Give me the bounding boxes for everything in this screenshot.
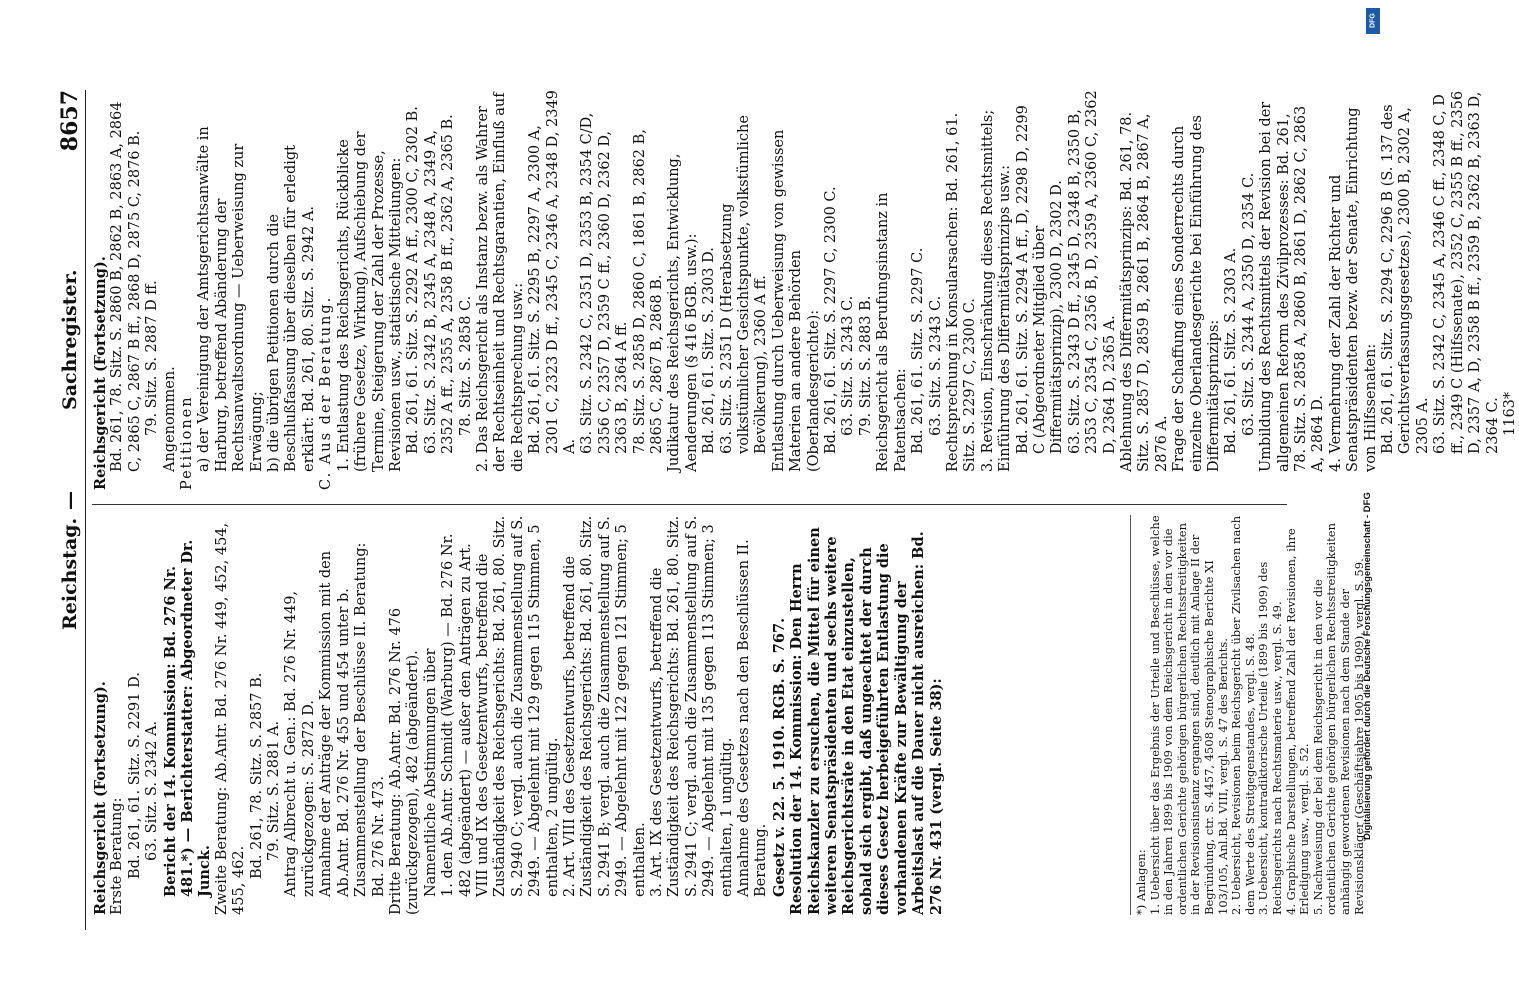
entry-line: Bd. 261, 61. Sitz. S. 2297 C.	[910, 247, 927, 454]
footnote-line: *) Anlagen:	[1134, 849, 1148, 915]
digitization-note-text: Digitalisierung gefördert durch die Deutsche Forschungsgemeinschaft - DFG	[1362, 492, 1373, 840]
entry-line: Bd. 261, 61. Sitz. S. 2297 C, 2300 C.	[823, 186, 840, 454]
header-left: Reichstag.	[59, 517, 81, 630]
entry-line: 1. den Ab.Antr. Schmidt (Warburg) — Bd. 276 Nr. 482 (abgeändert) — außer den Anträgen zu Art. VIII und IX des Gesetzentwurfs, betreffend die Zuständigkeit des Reichsgerichts: Bd. 261, 80. Sitz. S. 2940 C; vergl. auch die Zusammenstellung auf S. 2949. — Abgelehnt mit 129 gegen 115 Stimmen, 5 enthalten, 2 ungültig.	[440, 515, 561, 897]
entry-line: Zweite Beratung: Ab.Antr. Bd. 276 Nr. 449, 452, 454, 455, 462.	[213, 522, 248, 915]
entry-line: 78. Sitz. S. 2858 D, 2860 C, 1861 B, 2862 B, 2865 C, 2867 B, 2868 B.	[631, 129, 665, 454]
entry-line: C. Aus der Beratung.	[318, 295, 335, 490]
header-dash: —	[59, 491, 81, 510]
entry-line: 63. Sitz. S. 2342 C, 2345 A, 2346 C ff., 2348 C, D ff., 2349 C (Hilfssenate), 2352 C, 2355 B ff., 2356 D, 2357 A, D, 2358 B ff., 2359 B, 2362 B, 2363 D, 2364 C.	[1432, 90, 1501, 454]
entry-line: 1. Entlastung des Reichsgerichts, Rückblicke (frühere Gesetze, Wirkung), Aufschiebung der Termine, Steigerung der Zahl der Prozesse, Revisionen usw., statistische Mitteilungen:	[335, 131, 404, 472]
entry-line: 63. Sitz. S. 2343 C.	[840, 295, 857, 436]
page-number: 8657	[57, 90, 83, 152]
entry-line: Bd. 261, 61. Sitz. S. 2294 A ff., D, 2298 D, 2299 C (Abgeordneter Mitglied über Differmitätsprinzip), 2300 D, 2302 D.	[1014, 105, 1066, 454]
header-right: Sachregister.	[59, 269, 81, 410]
entry-line: Bericht der 14. Kommission: Bd. 276 Nr. 481.*) — Berichterstatter: Abgeordneter Dr. Junck.	[161, 539, 214, 897]
entry-line: Bd. 261, 61. Sitz. S. 2303 D.	[701, 247, 718, 454]
entry-line: Entlastung durch Ueberweisung von gewissen Materien an andere Behörden (Oberlandesgerichte):	[770, 129, 822, 472]
footnote-line: 1. Uebersicht über das Ergebnis der Urteile und Beschlüsse, welche in den Jahren 1899 bis 1909 von dem Reichsgericht in den vor die ordentlichen Gerichte gehörigen bürgerlichen Rechtsstreitigkeiten in der Revisionsinstanz ergangen sind, deutlich mit Anlage II der Begründung, ctr. S. 4457, 4508 Stenographische Berichte XI 103/105, Anl.Bd. VIII, vergl. S. 47 des Berichts.	[1147, 515, 1230, 915]
entry-line: 63. Sitz. S. 2343 D ff., 2345 D, 2348 B, 2350 B, 2353 C, 2354 C, 2356 B, D, 2359 A, 2360 C, 2362 D, 2364 D, 2365 A.	[1066, 90, 1118, 454]
column-divider	[92, 504, 1287, 505]
entry-line: 2. Das Reichsgericht als Instanz bezw. als Wahrer der Rechtseinheit und Rechtsgarantien, Einfluß auf die Rechtsprechung usw.:	[474, 92, 526, 472]
entry-line: Bd. 261, 61. Sitz. S. 2294 C, 2296 B (S. 137 des Gerichtsverfassungsgesetzes), 2300 B, 2302 A, 2305 A.	[1380, 104, 1431, 454]
footnote	[1130, 515, 1366, 915]
left-column	[92, 515, 945, 915]
entry-line: Bd. 261, 61. Sitz. S. 2295 B, 2297 A, 2300 A, 2301 C, 2323 D ff., 2345 C, 2346 A, 2348 D, 2349 A.	[527, 90, 578, 454]
entry-line: Reichsgericht als Berufungsinstanz in Patentsachen:	[875, 192, 909, 472]
entry-line: 63. Sitz. S. 2344 A, 2350 D, 2354 C.	[1240, 172, 1257, 436]
right-column	[92, 90, 1519, 490]
dfg-logo: DFG	[1366, 8, 1380, 34]
entry-line: 2. Art. VIII des Gesetzentwurfs, betreffend die Zuständigkeit des Reichsgerichts: Bd. 261, 80. Sitz. S. 2941 B; vergl. auch die Zusammenstellung auf S. 2949. — Abgelehnt mit 122 gegen 121 Stimmen; 5 enthalten.	[561, 515, 648, 897]
digitization-note	[1362, 20, 1380, 840]
entry-line: 79. Sitz. S. 2887 D ff.	[144, 280, 161, 436]
footnote-line: 3. Uebersicht, kontradiktorische Urteile (1899 bis 1909) des Reichsgerichts nach Rechtsmaterie usw., vergl. S. 49.	[1256, 561, 1284, 915]
entry-line: 78. Sitz. S. 2858 C.	[457, 295, 474, 436]
entry-line: 63. Sitz. S. 2351 D (Herabsetzung volkstümlicher Gesichtspunkte, volkstümliche Bevölkerung), 2360 A ff.	[718, 115, 770, 454]
entry-line: Bd. 261, 78. Sitz. S. 2857 B.	[248, 672, 265, 879]
entry-line: a) der Vereinigung der Amtsgerichtsanwälte in Harburg, betreffend Abänderung der Rechtsanwaltsordnung — Ueberweisung zur Erwägung;	[196, 126, 265, 472]
entry-line: 63. Sitz. S. 2342 A.	[144, 720, 161, 861]
entry-line: Petitionen	[179, 395, 196, 490]
entry-line: 79. Sitz. S. 2881 A.	[266, 720, 283, 861]
footnote-line: 5. Nachweisung der bei dem Reichsgericht in den vor die ordentlichen Gerichte gehörigen bürgerlichen Rechtsstreitigkeiten anhängig gewordenen Revisionen nach dem Stande der Revisionskläger (Geschäftsjahre 1905 bis 1909), vergl. S. 59.	[1310, 523, 1366, 915]
entry-line: Bd. 261, 61. Sitz. S. 2291 D.	[126, 672, 143, 879]
entry-line: Ablehnung des Differmitätsprinzips: Bd. 261, 78. Sitz. S. 2857 D, 2859 B, 2861 B, 2864 B, 2867 A, 2876 A.	[1118, 111, 1170, 472]
entry-line: 3. Revision, Einschränkung dieses Rechtsmittels; Einführung des Differmitätsprinzips usw.:	[979, 109, 1014, 472]
entry-line: Umbildung des Rechtsmittels der Revision bei der allgemeinen Reform des Zivilprozesses: Bd. 261, 78. Sitz. S. 2858 A, 2860 B, 2861 D, 2862 C, 2863 A, 2864 D.	[1258, 101, 1327, 472]
entry-line: Namentliche Abstimmungen über	[422, 648, 439, 897]
entry-line: Reichsgericht (Fortsetzung).	[92, 256, 109, 490]
entry-line: 1163*	[1501, 391, 1518, 436]
entry-line: 63. Sitz. S. 2343 C.	[927, 295, 944, 436]
entry-line: Zusammenstellung der Beschlüsse II. Beratung: Bd. 276 Nr. 473.	[353, 542, 387, 897]
entry-line: Dritte Beratung: Ab.Antr. Bd. 276 Nr. 476 (zurückgezogen), 482 (abgeändert).	[387, 607, 422, 915]
entry-line: 4. Vermehrung der Zahl der Richter und Senatspräsidenten bezw. der Senate, Einrichtung von Hilfssenaten:	[1327, 107, 1379, 472]
entry-line: Erste Beratung:	[109, 797, 126, 915]
entry-line: 63. Sitz. S. 2342 B, 2345 A, 2348 A, 2349 A, 2352 A ff., 2355 A, 2358 B ff., 2362 A, 2365 B.	[422, 114, 457, 454]
page-header	[55, 90, 86, 930]
entry-line: Angenommen.	[161, 366, 178, 472]
entry-line: Rechtsprechung in Konsularsachen: Bd. 261, 61. Sitz. S. 2297 C, 2300 C.	[944, 112, 979, 472]
entry-line: Resolution der 14. Kommission: Den Herrn Reichskanzler zu ersuchen, die Mittel für einen weiteren Senatspräsidenten und sechs weitere Reichsgerichtsräte in den Etat einzustellen, sobald sich ergibt, daß ungeachtet der durch dieses Gesetz herbeigeführten Entlastung die vorhandenen Kräfte zur Bewältigung der Arbeitslast auf die Dauer nicht ausreichen: Bd. 276 Nr. 431 (vergl. Seite 38):	[788, 527, 945, 915]
entry-line: Bd. 261, 78. Sitz. S. 2860 B, 2862 B, 2863 A, 2864 C, 2865 C, 2867 B ff., 2868 D, 2875 C, 2876 B.	[109, 101, 143, 472]
footnote-line: 2. Uebersicht, Revisionen beim Reichsgericht über Zivilsachen nach dem Werte des Streitgegenstandes, vergl. S. 48.	[1229, 515, 1257, 915]
entry-line: 79. Sitz. S. 2883 B.	[857, 295, 874, 436]
footnote-line: 4. Graphische Darstellungen, betreffend Zahl der Revisionen, ihre Erledigung usw., vergl. S. 52.	[1283, 528, 1312, 915]
entry-line: 3. Art. IX des Gesetzentwurfs, betreffend die Zuständigkeit des Reichsgerichts: Bd. 261, 80. Sitz. S. 2941 C; vergl. auch die Zusammenstellung auf S. 2949. — Abgelehnt mit 135 gegen 113 Stimmen; 3 enthalten, 1 ungültig.	[649, 515, 735, 897]
entry-line: Annahme des Gesetzes nach den Beschlüssen II. Beratung.	[736, 539, 770, 897]
entry-line: Annahme der Anträge der Kommission mit den Ab.Antr. Bd. 276 Nr. 455 und 454 unter b.	[318, 550, 352, 897]
entry-line: Reichsgericht (Fortsetzung).	[92, 681, 109, 915]
entry-line: Frage der Schaffung eines Sonderrechts durch einzelne Oberlandesgerichte bei Einführung des Differmitätsprinzips:	[1171, 115, 1222, 472]
entry-line: 63. Sitz. S. 2342 C, 2351 D, 2353 B, 2354 C/D, 2356 C, 2357 D, 2359 C ff., 2360 D, 2362 D, 2363 B, 2364 A ff.	[579, 112, 631, 454]
entry-line: b) die übrigen Petitionen durch die Beschlußfassung über dieselben für erledigt erklärt: Bd. 261, 80. Sitz. S. 2942 A.	[266, 145, 317, 472]
entry-line: Gesetz v. 22. 5. 1910. RGB. S. 767.	[770, 617, 788, 897]
entry-line: Bd. 261, 61. Sitz. S. 2292 A ff., 2300 C, 2302 B.	[405, 106, 422, 454]
entry-line: Judikatur des Reichsgerichts, Entwicklung, Aenderungen (§ 416 BGB. usw.):	[666, 153, 700, 472]
entry-line: Bd. 261, 61. Sitz. S. 2303 A.	[1223, 247, 1240, 454]
entry-line: Antrag Albrecht u. Gen.: Bd. 276 Nr. 449, zurückgezogen: S. 2872 D.	[283, 590, 317, 897]
